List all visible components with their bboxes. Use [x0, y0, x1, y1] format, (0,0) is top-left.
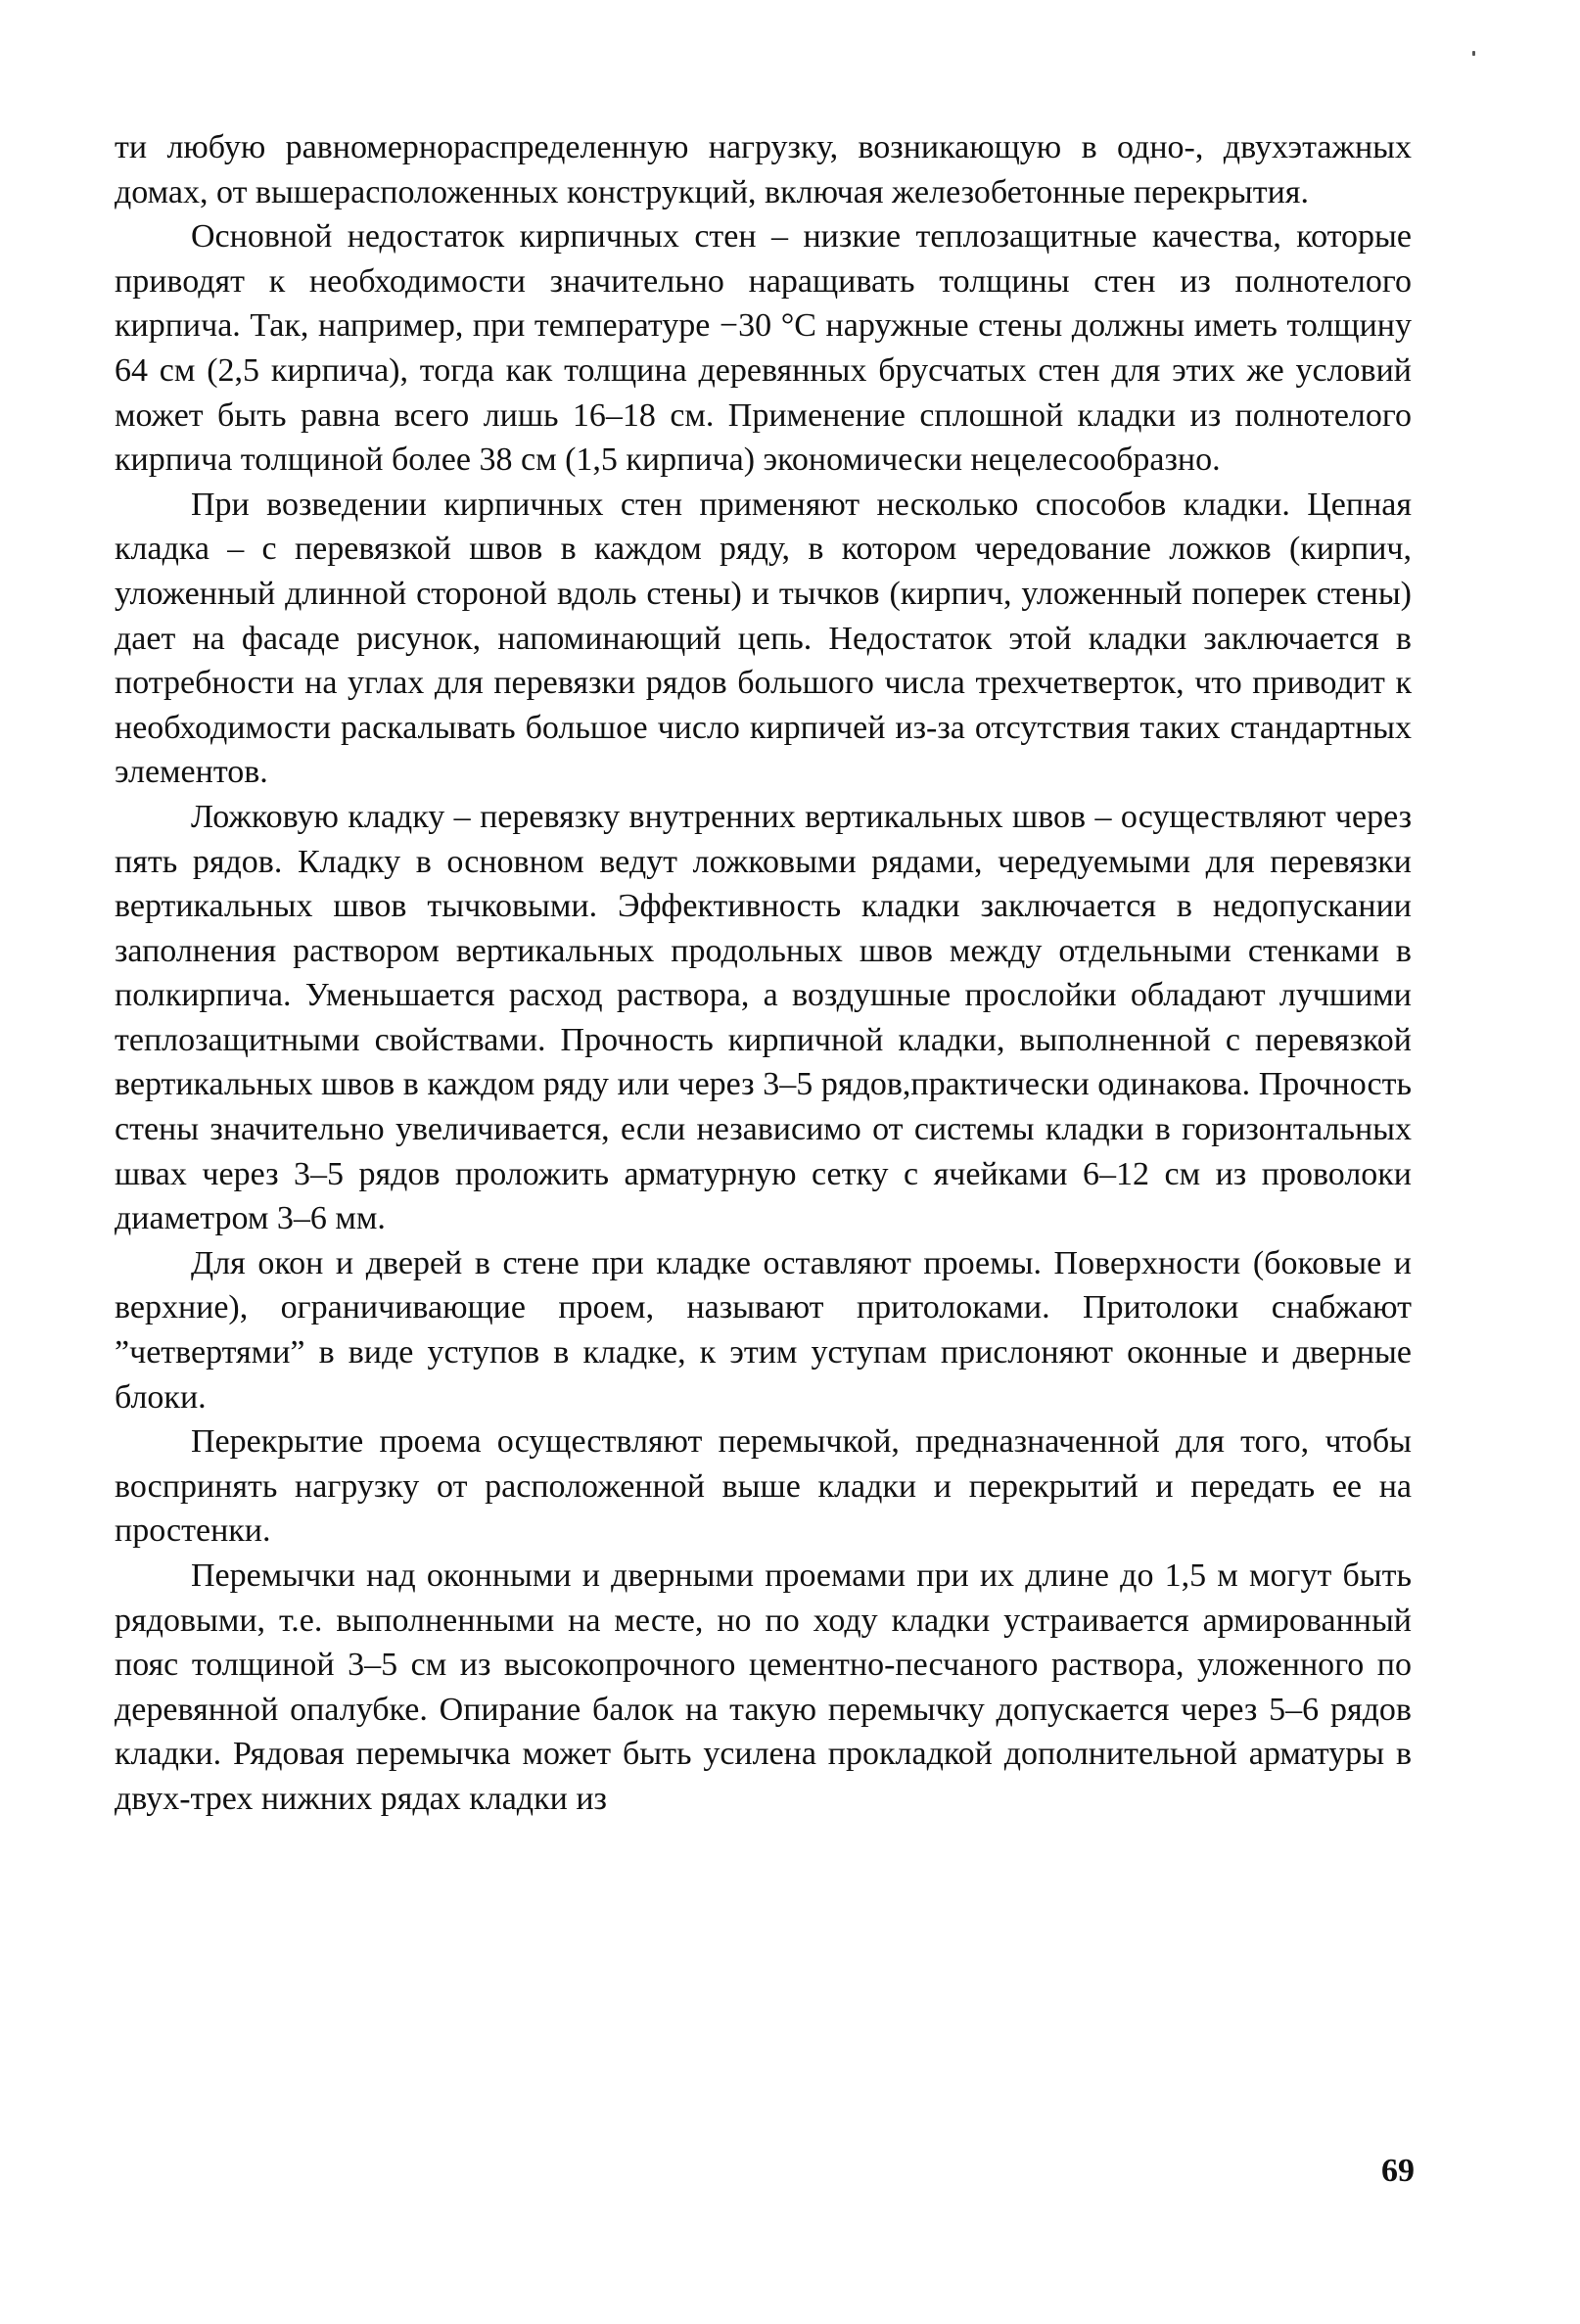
- paragraph-row-lintels: Перемычки над оконными и дверными проемами при их длине до 1,5 м могут быть рядовыми, т.е. выполненными на месте, но по ходу кладки устраивается армированный пояс толщиной 3–5 см из высокопрочного цементно-песчаного раствора, уложенного по деревянной опалубке. Опирание балок на такую перемычку допускается через 5–6 рядов кладки. Рядовая перемычка может быть усилена прокладкой дополнительной арматуры в двух-трех нижних рядах кладки из: [115, 1557, 1412, 1817]
- paragraph-openings: Для окон и дверей в стене при кладке оставляют проемы. Поверхности (боковые и верхние), ограничивающие проем, называют притолоками. Притолоки снабжают ”четвертями” в виде уступов в кладке, к этим уступам прислоняют оконные и дверные блоки.: [115, 1244, 1412, 1416]
- scan-speck: [1472, 51, 1475, 56]
- paragraph-stretcher-masonry: Ложковую кладку – перевязку внутренних вертикальных швов – осуществляют через пять рядов. Кладку в основном ведут ложковыми рядами, чередуемыми для перевязки вертикальных швов тычковыми. Эффективность кладки заключается в недопускании заполнения раствором вертикальных продольных швов между отдельными стенками в полкирпича. Уменьшается расход раствора, а воздушные прослойки обладают лучшими теплозащитными свойствами. Прочность кирпичной кладки, выполненной с перевязкой вертикальных швов в каждом ряду или через 3–5 рядов,практически одинакова. Прочность стены значительно увеличивается, если независимо от системы кладки в горизонтальных швах через 3–5 рядов проложить арматурную сетку с ячейками 6–12 см из проволоки диаметром 3–6 мм.: [115, 798, 1412, 1237]
- body-text: [115, 125, 1412, 1822]
- page-number: 69: [1381, 2153, 1415, 2189]
- paragraph-lintel: Перекрытие проема осуществляют перемычкой, предназначенной для того, чтобы воспринять нагрузку от расположенной выше кладки и перекрытий и передать ее на простенки.: [115, 1423, 1412, 1550]
- paragraph-brick-wall-disadvantage: Основной недостаток кирпичных стен – низкие теплозащитные качества, которые приводят к необходимости значительно наращивать толщины стен из полнотелого кирпича. Так, например, при температуре −30 °С наружные стены должны иметь толщину 64 см (2,5 кирпича), тогда как толщина деревянных брусчатых стен для этих же условий может быть равна всего лишь 16–18 см. Применение сплошной кладки из полнотелого кирпича толщиной более 38 см (1,5 кирпича) экономически нецелесообразно.: [115, 218, 1412, 479]
- paragraph-continuation: ти любую равномернораспределенную нагрузку, возникающую в одно-, двухэтажных домах, от вышерасположенных конструкций, включая железобетонные перекрытия.: [115, 129, 1412, 210]
- paragraph-chain-masonry: При возведении кирпичных стен применяют несколько способов кладки. Цепная кладка – с перевязкой швов в каждом ряду, в котором чередование ложков (кирпич, уложенный длинной стороной вдоль стены) и тычков (кирпич, уложенный поперек стены) дает на фасаде рисунок, напоминающий цепь. Недостаток этой кладки заключается в потребности на углах для перевязки рядов большого числа трехчетверток, что приводит к необходимости раскалывать большое число кирпичей из-за отсутствия таких стандартных элементов.: [115, 486, 1412, 791]
